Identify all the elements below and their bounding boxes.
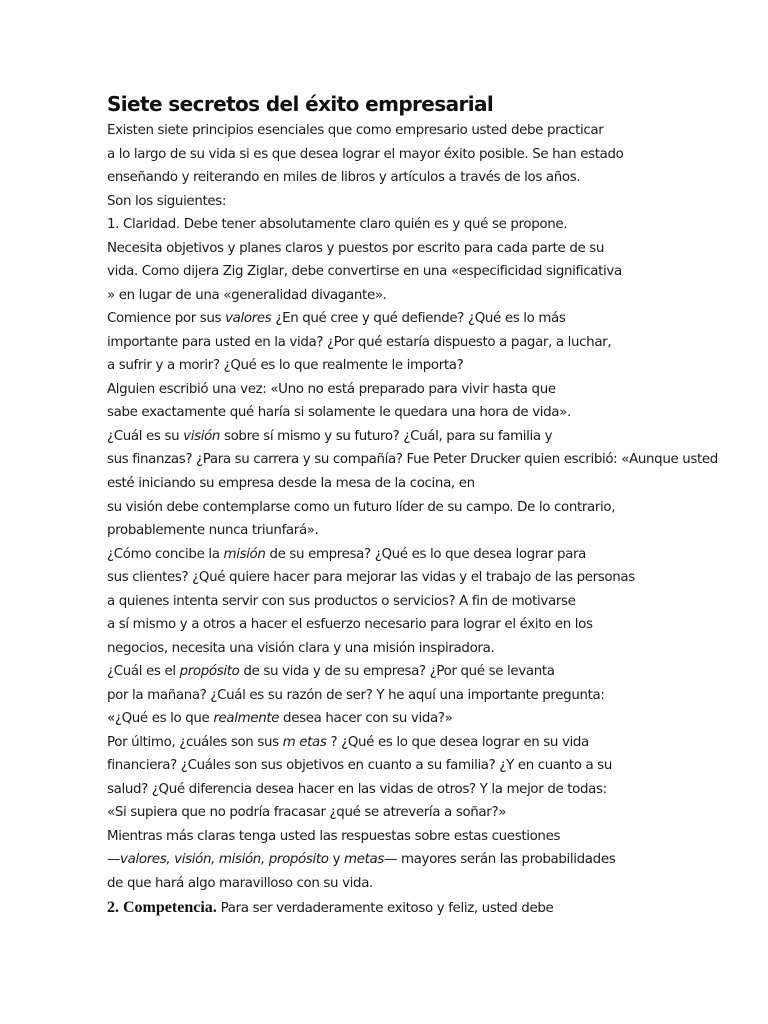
text-run: vida. Como dijera Zig Ziglar, debe convertirse en una «especificidad significativa [107, 264, 622, 280]
text-run: a lo largo de su vida si es que desea lograr el mayor éxito posible. Se han estado [107, 146, 624, 162]
text-line [107, 660, 747, 684]
text-run: Alguien escribió una vez: «Uno no está preparado para vivir hasta que [107, 381, 556, 397]
text-run: a quienes intenta servir con sus productos o servicios? A fin de motivarse [107, 593, 576, 609]
text-line [107, 284, 747, 308]
text-line [107, 401, 747, 425]
text-run: financiera? ¿Cuáles son sus objetivos en cuanto a su familia? ¿Y en cuanto a su [107, 758, 613, 774]
text-run: Para ser verdaderamente exitoso y feliz, usted debe [216, 900, 554, 916]
text-line [107, 872, 747, 896]
section-heading-run: 2. Competencia. [107, 898, 217, 916]
text-line [107, 166, 747, 190]
text-run: Son los siguientes: [107, 193, 227, 209]
text-run: Necesita objetivos y planes claros y puestos por escrito para cada parte de su [107, 240, 605, 256]
text-run: «¿Qué es lo que [107, 711, 214, 727]
text-line [107, 848, 747, 872]
text-run: por la mañana? ¿Cuál es su razón de ser? Y he aquí una importante pregunta: [107, 687, 605, 703]
italic-run: metas [344, 852, 385, 868]
text-run: y [328, 852, 345, 868]
text-line [107, 496, 747, 520]
italic-run: propósito [179, 664, 240, 680]
text-line [107, 119, 747, 143]
text-line [107, 613, 747, 637]
text-line [107, 378, 747, 402]
text-run: de que hará algo maravilloso con su vida. [107, 876, 373, 891]
text-line [107, 684, 747, 708]
italic-run: misión [223, 546, 266, 562]
text-run: a sí mismo y a otros a hacer el esfuerzo necesario para lograr el éxito en los [107, 617, 593, 633]
text-run: ¿Cuál es el [107, 664, 180, 680]
text-run: sobre sí mismo y su futuro? ¿Cuál, para su familia y [220, 428, 553, 444]
text-run: importante para usted en la vida? ¿Por qué estaría dispuesto a pagar, a luchar, [107, 334, 612, 350]
italic-run: realmente [213, 711, 280, 727]
text-line [107, 731, 747, 755]
text-line [107, 472, 747, 496]
text-run: Existen siete principios esenciales que como empresario usted debe practicar [107, 123, 604, 138]
text-run: de su vida y de su empresa? ¿Por qué se levanta [239, 664, 555, 680]
text-run: ¿Cuál es su [107, 428, 184, 444]
text-run: desea hacer con su vida?» [279, 711, 453, 727]
document-body [107, 119, 747, 919]
italic-run: valores, visión, misión, propósito [120, 852, 329, 868]
text-run: ¿En qué cree y qué defiende? ¿Qué es lo más [271, 311, 566, 327]
italic-run: m etas [282, 734, 327, 750]
italic-run: valores [225, 311, 272, 327]
text-line [107, 331, 747, 355]
text-run: — mayores serán las probabilidades [384, 852, 616, 868]
text-line [107, 354, 747, 378]
text-run: su visión debe contemplarse como un futuro líder de su campo. De lo contrario, [107, 499, 616, 515]
text-run: sus finanzas? ¿Para su carrera y su compañía? Fue Peter Drucker quien escribió: «Aunque usted [107, 452, 718, 468]
text-line [107, 307, 747, 331]
text-line [107, 519, 747, 543]
text-run: de su empresa? ¿Qué es lo que desea lograr para [265, 546, 586, 562]
text-line [107, 590, 747, 614]
document-title: Siete secretos del éxito empresarial [107, 92, 494, 116]
text-line [107, 825, 747, 849]
text-line [107, 896, 747, 920]
text-run: Por último, ¿cuáles son sus [107, 734, 283, 750]
text-line [107, 754, 747, 778]
text-line [107, 707, 747, 731]
text-run: salud? ¿Qué diferencia desea hacer en las vidas de otros? Y la mejor de todas: [107, 781, 607, 797]
text-line [107, 213, 747, 237]
text-run: esté iniciando su empresa desde la mesa de la cocina, en [107, 475, 475, 491]
text-line [107, 190, 747, 214]
text-run: «Si supiera que no podría fracasar ¿qué se atrevería a soñar?» [107, 805, 507, 821]
text-run: enseñando y reiterando en miles de libros y artículos a través de los años. [107, 170, 581, 186]
text-run: ¿Cómo concibe la [107, 546, 224, 562]
text-run: probablemente nunca triunfará». [107, 523, 319, 539]
text-line [107, 425, 747, 449]
text-run: Comience por sus [107, 311, 226, 327]
text-line [107, 237, 747, 261]
text-run: Mientras más claras tenga usted las respuestas sobre estas cuestiones [107, 828, 561, 844]
text-line [107, 801, 747, 825]
text-run: a sufrir y a morir? ¿Qué es lo que realmente le importa? [107, 358, 464, 374]
italic-run: visión [183, 428, 221, 444]
text-line [107, 143, 747, 167]
text-run: » en lugar de una «generalidad divagante». [107, 287, 387, 303]
text-run: ? ¿Qué es lo que desea lograr en su vida [326, 734, 589, 750]
text-line [107, 637, 747, 661]
text-run: sabe exactamente qué haría si solamente le quedara una hora de vida». [107, 405, 571, 421]
text-run: negocios, necesita una visión clara y una misión inspiradora. [107, 640, 495, 656]
text-line [107, 260, 747, 284]
text-run: sus clientes? ¿Qué quiere hacer para mejorar las vidas y el trabajo de las personas [107, 570, 635, 586]
text-line [107, 566, 747, 590]
text-run: — [107, 852, 121, 868]
text-run: 1. Claridad. Debe tener absolutamente claro quién es y qué se propone. [107, 217, 568, 233]
text-line [107, 543, 747, 567]
text-line [107, 778, 747, 802]
text-line [107, 448, 747, 472]
